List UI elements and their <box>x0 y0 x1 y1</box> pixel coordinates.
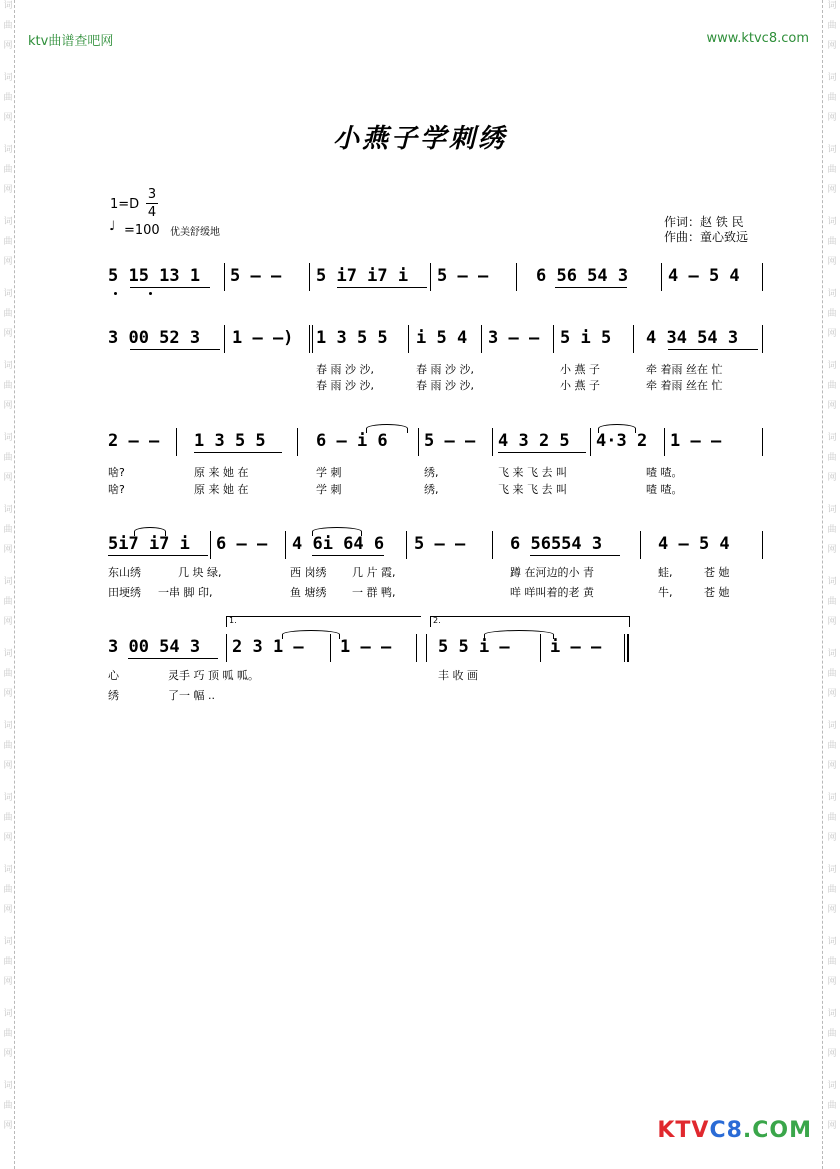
key-signature: 1=D <box>110 197 140 212</box>
measure: 6 56554 3 <box>510 534 603 554</box>
measure: 4 34 54 3 <box>646 328 739 348</box>
barline <box>553 325 554 353</box>
watermark-glyph: 曲 <box>827 309 837 319</box>
watermark-glyph: 词 <box>827 577 837 587</box>
barline <box>285 531 286 559</box>
lyric: 西 岗绣 <box>290 566 327 579</box>
barline <box>633 325 634 353</box>
logo-part-ktv: KTV <box>657 1118 710 1143</box>
barline <box>492 531 493 559</box>
lyric: 喳 喳。 <box>646 466 683 479</box>
measure: 1 — — <box>670 431 722 451</box>
watermark-glyph: 词 <box>827 865 837 875</box>
lyric: 春 雨 沙 沙, <box>416 363 474 376</box>
watermark-glyph: 词 <box>827 433 837 443</box>
barline <box>418 428 419 456</box>
beam-underline <box>130 287 210 288</box>
beam-underline <box>312 555 384 556</box>
low-octave-dot <box>149 292 152 295</box>
watermark-glyph: 网 <box>827 905 837 915</box>
watermark-glyph: 曲 <box>3 381 13 391</box>
right-watermark-column <box>826 0 838 1152</box>
watermark-glyph: 曲 <box>3 165 13 175</box>
barline <box>492 428 493 456</box>
watermark-glyph: 词 <box>3 433 13 443</box>
lyricist-credit: 作词：赵 铁 民 <box>664 215 744 229</box>
watermark-glyph: 曲 <box>3 597 13 607</box>
watermark-gap <box>2 636 14 648</box>
lyric: 东山绣 <box>108 566 141 579</box>
composer-credit: 作曲：童心致远 <box>664 230 749 244</box>
watermark-glyph: 网 <box>827 689 837 699</box>
slur-arc <box>282 630 340 639</box>
barline <box>224 263 225 291</box>
lyric: 啥? <box>108 466 125 479</box>
lyric: 心 <box>108 669 119 682</box>
measure: 5 i7 i7 i <box>316 266 409 286</box>
low-octave-dot <box>114 292 117 295</box>
watermark-glyph: 词 <box>3 865 13 875</box>
barline <box>640 531 641 559</box>
watermark-glyph: 词 <box>3 649 13 659</box>
time-signature <box>146 186 158 221</box>
watermark-glyph: 词 <box>827 361 837 371</box>
lyric: 小 燕 子 <box>560 363 600 376</box>
watermark-glyph: 词 <box>3 721 13 731</box>
slur-arc <box>366 424 408 433</box>
barline <box>408 325 409 353</box>
watermark-glyph: 曲 <box>3 237 13 247</box>
slur-arc <box>312 527 362 536</box>
watermark-glyph: 曲 <box>3 669 13 679</box>
watermark-gap <box>826 852 838 864</box>
watermark-glyph: 词 <box>3 1009 13 1019</box>
lyric: 春 雨 沙 沙, <box>316 363 374 376</box>
watermark-gap <box>2 276 14 288</box>
slur-arc <box>598 424 636 433</box>
volta-label-2: 2. <box>433 616 441 625</box>
measure: 1 3 5 5 <box>316 328 388 348</box>
measure: 5 i 5 <box>560 328 612 348</box>
watermark-gap <box>826 276 838 288</box>
watermark-gap <box>826 780 838 792</box>
measure: 5 — — <box>230 266 282 286</box>
watermark-glyph: 网 <box>3 833 13 843</box>
barline <box>590 428 591 456</box>
measure: 3 00 54 3 <box>108 637 201 657</box>
measure: 4 3 2 5 <box>498 431 570 451</box>
barline <box>226 634 227 662</box>
watermark-gap <box>826 708 838 720</box>
watermark-glyph: 词 <box>3 73 13 83</box>
measure: 5i7 i7 i <box>108 534 190 554</box>
barline <box>664 428 665 456</box>
watermark-glyph: 网 <box>827 473 837 483</box>
watermark-glyph: 曲 <box>3 525 13 535</box>
watermark-gap <box>826 564 838 576</box>
watermark-glyph: 词 <box>827 289 837 299</box>
barline <box>762 428 763 456</box>
lyric: 小 燕 子 <box>560 379 600 392</box>
lyric: 咩 咩叫着的老 黄 <box>510 586 594 599</box>
lyric: 绣 <box>108 689 119 702</box>
watermark-glyph: 词 <box>3 505 13 515</box>
measure: 5 5 i — <box>438 637 510 657</box>
watermark-glyph: 网 <box>3 41 13 51</box>
lyric: 绣, <box>424 466 439 479</box>
watermark-gap <box>2 708 14 720</box>
lyric: 喳 喳。 <box>646 483 683 496</box>
barline <box>762 325 763 353</box>
measure: i 5 4 <box>416 328 468 348</box>
watermark-glyph: 网 <box>3 401 13 411</box>
watermark-glyph: 曲 <box>827 885 837 895</box>
watermark-glyph: 曲 <box>827 237 837 247</box>
watermark-glyph: 网 <box>3 329 13 339</box>
watermark-glyph: 网 <box>3 113 13 123</box>
lyric: 蛙, <box>658 566 673 579</box>
beam-underline <box>130 349 220 350</box>
lyric: 灵手 巧 顶 呱 呱。 <box>168 669 259 682</box>
watermark-glyph: 曲 <box>827 597 837 607</box>
lyric: 原 来 她 在 <box>194 466 249 479</box>
watermark-glyph: 词 <box>827 145 837 155</box>
lyric: 啥? <box>108 483 125 496</box>
watermark-glyph: 曲 <box>3 1101 13 1111</box>
watermark-gap <box>2 924 14 936</box>
watermark-glyph: 曲 <box>827 93 837 103</box>
beam-underline <box>337 287 427 288</box>
watermark-gap <box>826 492 838 504</box>
beam-underline <box>668 349 758 350</box>
measure: 6 — i 6 <box>316 431 388 451</box>
watermark-gap <box>2 852 14 864</box>
watermark-glyph: 网 <box>3 617 13 627</box>
lyric: 几 片 霞, <box>352 566 396 579</box>
lyric: 牵 着雨 丝在 忙 <box>646 363 723 376</box>
expression-marking: 优美舒缓地 <box>170 227 220 238</box>
watermark-glyph: 网 <box>3 1121 13 1131</box>
watermark-glyph: 曲 <box>3 1029 13 1039</box>
lyric: 苍 她 <box>704 586 730 599</box>
watermark-glyph: 曲 <box>3 741 13 751</box>
watermark-glyph: 词 <box>3 793 13 803</box>
beam-underline <box>128 658 218 659</box>
watermark-glyph: 曲 <box>3 453 13 463</box>
barline <box>661 263 662 291</box>
watermark-gap <box>826 924 838 936</box>
time-sig-top: 3 <box>147 187 157 202</box>
measure: 1 3 5 5 <box>194 431 266 451</box>
watermark-glyph: 网 <box>827 329 837 339</box>
logo-part-c8: C8 <box>709 1118 743 1143</box>
lyric: 丰 收 画 <box>438 669 478 682</box>
watermark-glyph: 曲 <box>827 813 837 823</box>
watermark-gap <box>826 60 838 72</box>
watermark-glyph: 曲 <box>827 525 837 535</box>
barline <box>309 263 310 291</box>
watermark-glyph: 词 <box>3 1 13 11</box>
watermark-glyph: 词 <box>827 721 837 731</box>
watermark-gap <box>826 1068 838 1080</box>
beam-underline <box>530 555 620 556</box>
barline <box>210 531 211 559</box>
watermark-glyph: 网 <box>827 1049 837 1059</box>
watermark-glyph: 曲 <box>827 741 837 751</box>
watermark-glyph: 曲 <box>827 165 837 175</box>
lyric: 牛, <box>658 586 673 599</box>
barline <box>430 263 431 291</box>
watermark-glyph: 曲 <box>827 453 837 463</box>
lyric: 鱼 塘绣 <box>290 586 327 599</box>
watermark-glyph: 网 <box>3 1049 13 1059</box>
watermark-gap <box>826 348 838 360</box>
watermark-glyph: 词 <box>827 793 837 803</box>
watermark-glyph: 词 <box>3 145 13 155</box>
barline <box>297 428 298 456</box>
watermark-glyph: 曲 <box>3 21 13 31</box>
watermark-glyph: 曲 <box>827 669 837 679</box>
final-barline <box>624 634 625 662</box>
watermark-gap <box>826 204 838 216</box>
measure: 5 — — <box>437 266 489 286</box>
watermark-glyph: 曲 <box>827 957 837 967</box>
measure: 4 — 5 4 <box>658 534 730 554</box>
lyric: 飞 来 飞 去 叫 <box>498 466 567 479</box>
measure: 1 — —) <box>232 328 294 348</box>
song-title: 小燕子学刺绣 <box>332 124 507 154</box>
barline <box>516 263 517 291</box>
watermark-glyph: 网 <box>3 761 13 771</box>
watermark-gap <box>2 204 14 216</box>
measure: 4 6i 64 6 <box>292 534 385 554</box>
watermark-glyph: 网 <box>3 689 13 699</box>
measure: 1 — — <box>340 637 392 657</box>
watermark-glyph: 曲 <box>3 93 13 103</box>
watermark-glyph: 网 <box>3 185 13 195</box>
watermark-glyph: 网 <box>827 545 837 555</box>
watermark-gap <box>2 564 14 576</box>
watermark-glyph: 词 <box>3 361 13 371</box>
lyric: 一串 脚 印, <box>158 586 213 599</box>
slur-arc <box>134 527 166 536</box>
watermark-glyph: 词 <box>827 505 837 515</box>
site-url-header: www.ktvc8.com <box>706 31 809 46</box>
watermark-glyph: 词 <box>827 73 837 83</box>
site-logo <box>657 1118 812 1143</box>
watermark-glyph: 网 <box>3 257 13 267</box>
barline <box>762 531 763 559</box>
measure: 3 00 52 3 <box>108 328 201 348</box>
barline <box>481 325 482 353</box>
watermark-gap <box>2 1140 14 1152</box>
watermark-glyph: 网 <box>827 113 837 123</box>
watermark-gap <box>2 492 14 504</box>
measure: 6 — — <box>216 534 268 554</box>
watermark-glyph: 网 <box>827 977 837 987</box>
measure: 3 — — <box>488 328 540 348</box>
lyric: 几 块 绿, <box>178 566 222 579</box>
watermark-gap <box>2 780 14 792</box>
watermark-glyph: 曲 <box>827 381 837 391</box>
watermark-glyph: 网 <box>3 905 13 915</box>
barline <box>309 325 310 353</box>
measure: 5 — — <box>424 431 476 451</box>
measure: 5 — — <box>414 534 466 554</box>
lyric: 蹲 在河边的小 青 <box>510 566 594 579</box>
barline <box>426 634 427 662</box>
quarter-note-icon: ♩ <box>109 219 116 234</box>
measure: 6 56 54 3 <box>536 266 629 286</box>
measure: 5 15 13 1 <box>108 266 201 286</box>
watermark-gap <box>2 996 14 1008</box>
lyric: 田埂绣 <box>108 586 141 599</box>
volta-bracket-1 <box>226 616 421 627</box>
measure: 2 3 1 — <box>232 637 304 657</box>
measure: 2 — — <box>108 431 160 451</box>
watermark-gap <box>2 1068 14 1080</box>
measure: i — — <box>550 637 602 657</box>
lyric: 飞 来 飞 去 叫 <box>498 483 567 496</box>
volta-bracket-2 <box>430 616 630 627</box>
watermark-glyph: 网 <box>827 257 837 267</box>
measure: 4·3 2 <box>596 431 648 451</box>
beam-underline <box>555 287 627 288</box>
barline <box>406 531 407 559</box>
repeat-barline <box>416 634 417 662</box>
watermark-glyph: 曲 <box>3 309 13 319</box>
time-sig-bottom: 4 <box>147 205 157 220</box>
barline <box>176 428 177 456</box>
watermark-glyph: 词 <box>3 217 13 227</box>
watermark-glyph: 曲 <box>827 21 837 31</box>
beam-underline <box>108 555 208 556</box>
beam-underline <box>194 452 282 453</box>
watermark-glyph: 网 <box>3 545 13 555</box>
watermark-glyph: 网 <box>827 833 837 843</box>
watermark-gap <box>826 420 838 432</box>
watermark-glyph: 网 <box>3 473 13 483</box>
lyric: 原 来 她 在 <box>194 483 249 496</box>
final-barline-thick <box>627 634 629 662</box>
watermark-gap <box>2 60 14 72</box>
slur-arc <box>484 630 554 639</box>
watermark-glyph: 网 <box>827 41 837 51</box>
right-page-border <box>822 0 823 1169</box>
lyric: 牵 着雨 丝在 忙 <box>646 379 723 392</box>
site-name-header: ktv曲谱查吧网 <box>28 34 114 49</box>
watermark-glyph: 曲 <box>3 813 13 823</box>
barline <box>224 325 225 353</box>
watermark-glyph: 词 <box>827 649 837 659</box>
watermark-glyph: 曲 <box>3 957 13 967</box>
watermark-glyph: 网 <box>827 401 837 411</box>
watermark-glyph: 词 <box>3 937 13 947</box>
lyric: 学 刺 <box>316 466 342 479</box>
lyric: 了一 幅 .. <box>168 689 215 702</box>
logo-part-com: .COM <box>742 1118 812 1143</box>
lyric: 绣, <box>424 483 439 496</box>
volta-label-1: 1. <box>229 616 237 625</box>
watermark-glyph: 词 <box>3 1081 13 1091</box>
watermark-glyph: 词 <box>827 1 837 11</box>
tempo-marking: =100 <box>124 223 160 238</box>
watermark-gap <box>826 1140 838 1152</box>
watermark-glyph: 词 <box>827 217 837 227</box>
watermark-glyph: 词 <box>3 577 13 587</box>
watermark-glyph: 曲 <box>827 1029 837 1039</box>
watermark-gap <box>826 636 838 648</box>
watermark-glyph: 网 <box>3 977 13 987</box>
watermark-glyph: 网 <box>827 617 837 627</box>
watermark-gap <box>826 996 838 1008</box>
lyric: 苍 她 <box>704 566 730 579</box>
watermark-glyph: 网 <box>827 1121 837 1131</box>
lyric: 一 群 鸭, <box>352 586 396 599</box>
watermark-glyph: 网 <box>827 185 837 195</box>
left-watermark-column <box>2 0 14 1152</box>
watermark-glyph: 词 <box>827 1081 837 1091</box>
lyric: 春 雨 沙 沙, <box>416 379 474 392</box>
lyric: 春 雨 沙 沙, <box>316 379 374 392</box>
left-page-border <box>14 0 15 1169</box>
watermark-glyph: 网 <box>827 761 837 771</box>
lyric: 学 刺 <box>316 483 342 496</box>
watermark-glyph: 词 <box>3 289 13 299</box>
watermark-glyph: 曲 <box>827 1101 837 1111</box>
watermark-gap <box>2 420 14 432</box>
barline <box>762 263 763 291</box>
watermark-glyph: 词 <box>827 937 837 947</box>
watermark-gap <box>2 348 14 360</box>
watermark-glyph: 词 <box>827 1009 837 1019</box>
measure: 4 — 5 4 <box>668 266 740 286</box>
barline <box>312 325 313 353</box>
beam-underline <box>498 452 586 453</box>
watermark-glyph: 曲 <box>3 885 13 895</box>
